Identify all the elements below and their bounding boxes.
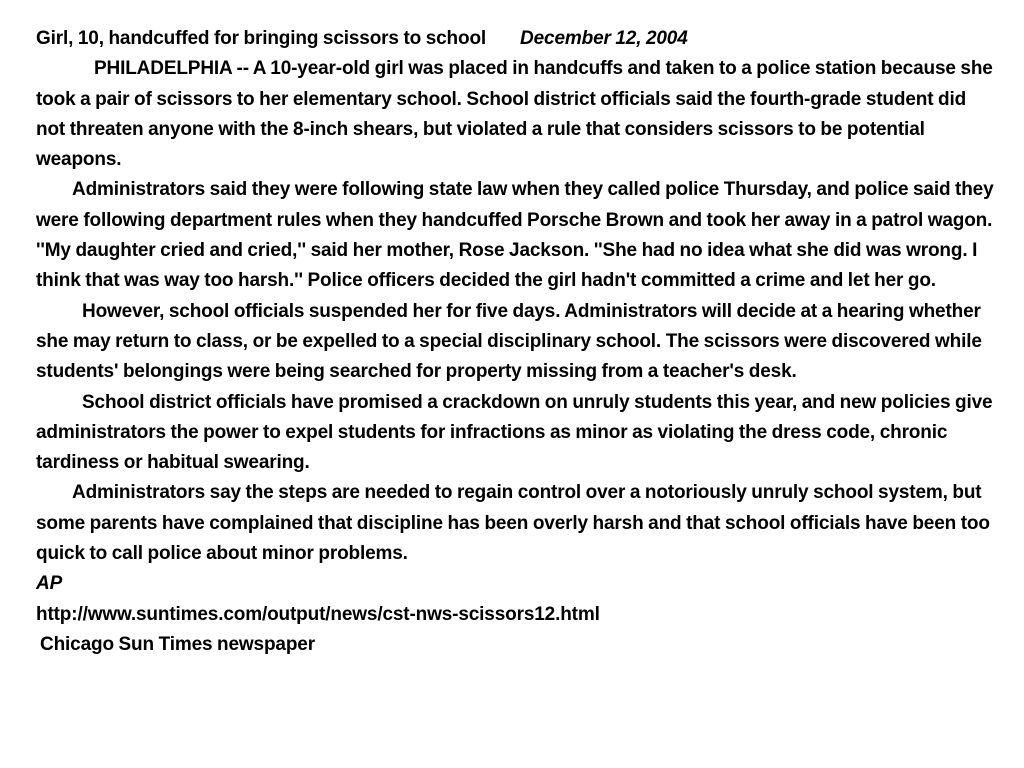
- paragraph-4: School district officials have promised a crackdown on unruly students this year, and new policies give administrators the power to expel students for infractions as minor as violating the dress code, chronic tardiness or habitual swearing.: [36, 391, 993, 474]
- source-credit: AP: [36, 573, 63, 595]
- paragraph-3: However, school officials suspended her for five days. Administrators will decide at a hearing whether she may return to class, or be expelled to a special disciplinary school. The scissors were discovered while students' belongings were being searched for property missing from a teacher's desk.: [36, 300, 982, 383]
- paragraph-1: PHILADELPHIA -- A 10-year-old girl was placed in handcuffs and taken to a police station because she took a pair of scissors to her elementary school. School district officials said the fourth-grade student did not threaten anyone with the 8-inch shears, but violated a rule that considers scissors to be potential weapons.: [36, 58, 993, 171]
- article-date: December 12, 2004: [520, 28, 688, 49]
- headline-row: [36, 24, 994, 54]
- source-url: http://www.suntimes.com/output/news/cst-nws-scissors12.html: [36, 603, 600, 625]
- publication-name: Chicago Sun Times newspaper: [40, 633, 315, 655]
- headline: Girl, 10, handcuffed for bringing scissors to school: [36, 28, 487, 49]
- paragraph-5: Administrators say the steps are needed to regain control over a notoriously unruly school system, but some parents have complained that discipline has been overly harsh and that school officials have been too quick to call police about minor problems.: [36, 482, 990, 565]
- paragraph-2: Administrators said they were following state law when they called police Thursday, and police said they were following department rules when they handcuffed Porsche Brown and took her away in a patrol wagon. ''My daughter cried and cried,'' said her mother, Rose Jackson. ''She had no idea what she did was wrong. I think that was way too harsh.'' Police officers decided the girl hadn't committed a crime and let her go.: [36, 179, 994, 292]
- article: [36, 24, 994, 660]
